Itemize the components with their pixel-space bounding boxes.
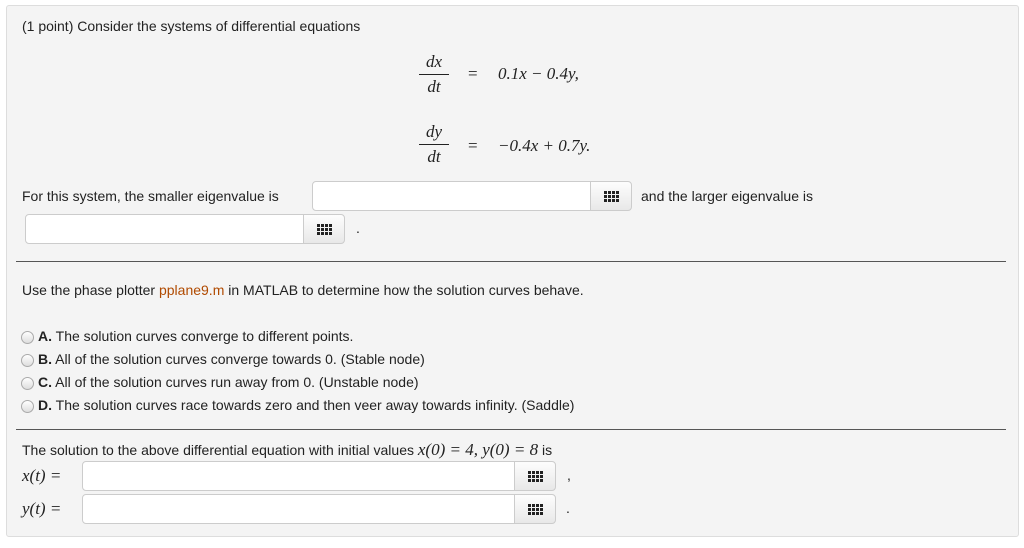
eq1-rhs: 0.1x − 0.4y,	[498, 64, 579, 83]
derivative-dy: $\frac{dy}{dt}$	[419, 122, 449, 167]
option-d[interactable]: D. The solution curves race towards zero and then veer away towards infinity. (Saddle)	[21, 394, 574, 417]
equation-editor-button[interactable]	[514, 494, 556, 524]
option-c[interactable]: C. All of the solution curves run away from 0. (Unstable node)	[21, 371, 574, 394]
phase-instruction: Use the phase plotter pplane9.m in MATLAB to determine how the solution curves behave.	[22, 282, 584, 298]
grid-icon	[604, 191, 619, 202]
equals: =	[468, 64, 478, 83]
radio-a[interactable]	[21, 331, 34, 344]
solution-prompt: The solution to the above differential equation with initial values x(0) = 4, y(0) = 8 is	[22, 440, 553, 459]
options-list	[21, 325, 574, 417]
x-label: x(t) =	[22, 466, 62, 485]
period: .	[566, 500, 570, 516]
grid-icon	[528, 504, 543, 515]
pplane-link[interactable]: pplane9.m	[158, 282, 225, 298]
radio-d[interactable]	[21, 400, 34, 413]
equals: =	[468, 136, 478, 155]
grid-icon	[317, 224, 332, 235]
divider	[16, 261, 1006, 262]
equation-editor-button[interactable]	[590, 181, 632, 211]
divider	[16, 429, 1006, 430]
x-solution-input[interactable]	[82, 461, 515, 491]
eigen-prompt: For this system, the smaller eigenvalue is	[22, 188, 279, 204]
intro-text: (1 point) Consider the systems of differential equations	[22, 18, 361, 34]
option-b[interactable]: B. All of the solution curves converge towards 0. (Stable node)	[21, 348, 574, 371]
smaller-eigenvalue-input[interactable]	[312, 181, 591, 211]
equation-editor-button[interactable]	[303, 214, 345, 244]
grid-icon	[528, 471, 543, 482]
y-solution-input[interactable]	[82, 494, 515, 524]
comma: ,	[567, 467, 571, 483]
derivative-dx: $\frac{dx}{dt}$	[419, 52, 449, 97]
eigen-mid-text: and the larger eigenvalue is	[641, 188, 814, 204]
radio-b[interactable]	[21, 354, 34, 367]
larger-eigenvalue-input[interactable]	[25, 214, 304, 244]
period: .	[356, 220, 360, 236]
y-label: y(t) =	[22, 499, 62, 518]
eq2-rhs: −0.4x + 0.7y.	[498, 136, 591, 155]
option-a[interactable]: A. The solution curves converge to different points.	[21, 325, 574, 348]
radio-c[interactable]	[21, 377, 34, 390]
equation-editor-button[interactable]	[514, 461, 556, 491]
